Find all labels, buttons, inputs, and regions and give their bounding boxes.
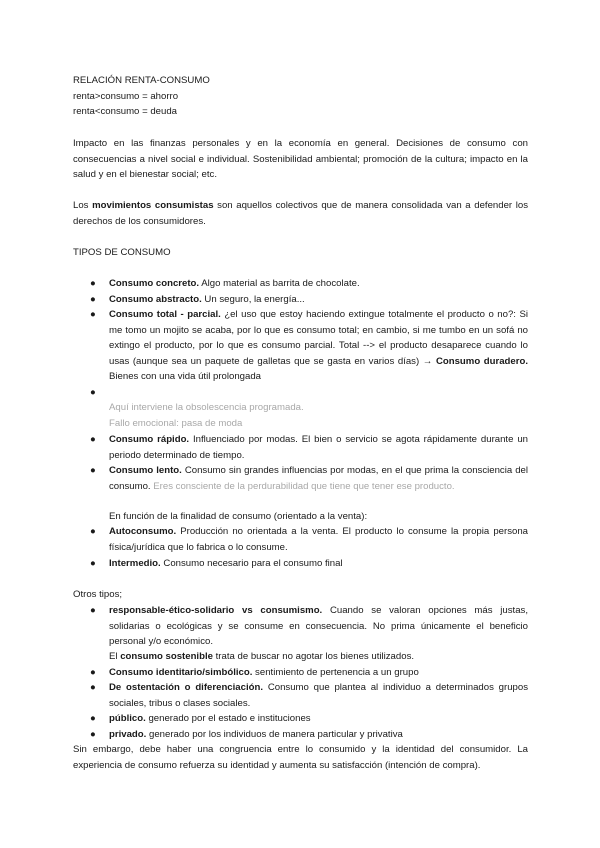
list-item — [90, 292, 528, 308]
list-item — [90, 307, 528, 385]
bullet-icon: ● — [90, 526, 96, 537]
movements-paragraph — [73, 198, 528, 229]
bullet-icon: ● — [90, 713, 96, 724]
finality-intro: En función de la finalidad de consumo (orientado a la venta): — [109, 511, 368, 522]
list-item — [90, 524, 528, 555]
item-term: Consumo total - parcial. — [109, 309, 221, 320]
list-item — [90, 432, 528, 463]
conclusion-paragraph: Sin embargo, debe haber una congruencia entre lo consumido y la identidad del consumidor. La experiencia de consumo refuerza su identidad y aumenta su satisfacción (intención de compra). — [73, 744, 528, 771]
bullet-icon: ● — [90, 309, 96, 320]
item-text: Cuando se valoran opciones más justas, solidarias o ecológicas y se consume en consecuencia. No prima únicamente el beneficio personal y/o económico. — [109, 605, 529, 648]
item-text: Consumo necesario para el consumo final — [160, 558, 343, 569]
sustainable-text: trata de buscar no agotar los bienes utilizados. — [212, 651, 415, 662]
bullet-icon: ● — [90, 667, 96, 678]
bullet-icon: ● — [90, 434, 96, 445]
item-term: responsable-ético-solidario vs consumismo. — [109, 605, 323, 616]
bullet-icon: ● — [90, 729, 96, 740]
item-text-secondary: Bienes con una vida útil prolongada — [109, 371, 262, 383]
item-text: Influenciado por modas. El bien o servicio se agota rápidamente durante un periodo determinado de tiempo. — [109, 434, 528, 461]
item-term: Consumo lento. — [109, 465, 182, 476]
list-item — [90, 665, 528, 681]
item-term: De ostentación o diferenciación. — [109, 682, 264, 693]
list-item — [90, 276, 528, 292]
gray-notes — [109, 400, 528, 431]
section-title: RELACIÓN RENTA-CONSUMO — [73, 75, 210, 86]
item-text: Un seguro, la energía... — [201, 294, 305, 305]
item-text: sentimiento de pertenencia a un grupo — [252, 667, 419, 678]
item-term: Consumo abstracto. — [109, 294, 202, 305]
item-text: Algo material as barrita de chocolate. — [199, 278, 360, 289]
bullet-icon: ● — [90, 465, 96, 476]
formula-savings: renta>consumo = ahorro — [73, 90, 179, 102]
list-item — [90, 463, 528, 494]
item-text: Consumo sin grandes influencias por modas, en el que prima la consciencia del consumo. — [109, 465, 528, 492]
movements-term: movimientos consumistas — [92, 200, 214, 211]
list-item — [90, 680, 528, 711]
bullet-icon: ● — [90, 605, 96, 616]
gray-note: Aquí interviene la obsolescencia programada. — [109, 402, 304, 413]
bullet-icon: ● — [90, 294, 96, 305]
item-term: Intermedio. — [109, 558, 161, 569]
sustainable-note — [109, 649, 528, 665]
item-text: ¿el uso que estoy haciendo extingue totalmente el producto o no?: Si me tomo un mojito se acaba, por lo que es consumo total; en cambio, si me tumbo en un sofá no extingo el producto, por lo que es consumo parcial. Total --> el producto desaparece cuando lo usas (aunque sea un paquete de galletas que se gasta en varios días) → — [109, 309, 528, 367]
item-term: Consumo concreto. — [109, 278, 200, 289]
item-term: Consumo rápido. — [109, 434, 190, 445]
intro-block — [73, 73, 528, 120]
sustainable-pre: El — [109, 651, 121, 662]
item-term-secondary: Consumo duradero. — [435, 355, 528, 367]
item-text: generado por los individuos de manera particular y privativa — [146, 729, 403, 740]
bullet-icon: ● — [90, 278, 96, 289]
movements-text: son aquellos colectivos que de manera consolidada van a defender los derechos de los consumidores. — [73, 200, 528, 227]
impact-paragraph: Impacto en las finanzas personales y en la economía en general. Decisiones de consumo con consecuencias a nivel social e individual. Sostenibilidad ambiental; promoción de la cultura; impacto en la salud y en el bienestar social; etc. — [73, 138, 528, 181]
gray-note: Fallo emocional: pasa de moda — [109, 417, 243, 429]
item-term: Autoconsumo. — [109, 526, 177, 537]
types-heading: TIPOS DE CONSUMO — [73, 247, 171, 258]
item-term: público. — [109, 713, 146, 724]
item-gray-text: Eres consciente de la perdurabilidad que tiene que tener ese producto. — [150, 480, 455, 492]
item-text: Producción no orientada a la venta. El producto lo consume la propia persona física/jurídica que lo fabrica o lo consume. — [109, 526, 528, 553]
item-text: Consumo que plantea al individuo a determinados grupos sociales, tribus o clases sociales. — [109, 682, 528, 709]
bullet-icon: ● — [90, 387, 96, 398]
list-item — [90, 727, 528, 743]
item-text: generado por el estado e instituciones — [145, 713, 311, 724]
item-term: privado. — [109, 729, 147, 740]
movements-pre: Los — [73, 200, 93, 211]
item-term: Consumo identitario/simbólico. — [109, 667, 253, 678]
list-item — [90, 711, 528, 727]
formula-debt: renta<consumo = deuda — [73, 106, 178, 118]
list-item — [90, 603, 529, 650]
bullet-icon: ● — [90, 558, 96, 569]
bullet-icon: ● — [90, 682, 96, 693]
others-heading: Otros tipos; — [73, 589, 123, 600]
list-item — [90, 556, 528, 572]
sustainable-term: consumo sostenible — [120, 651, 213, 662]
